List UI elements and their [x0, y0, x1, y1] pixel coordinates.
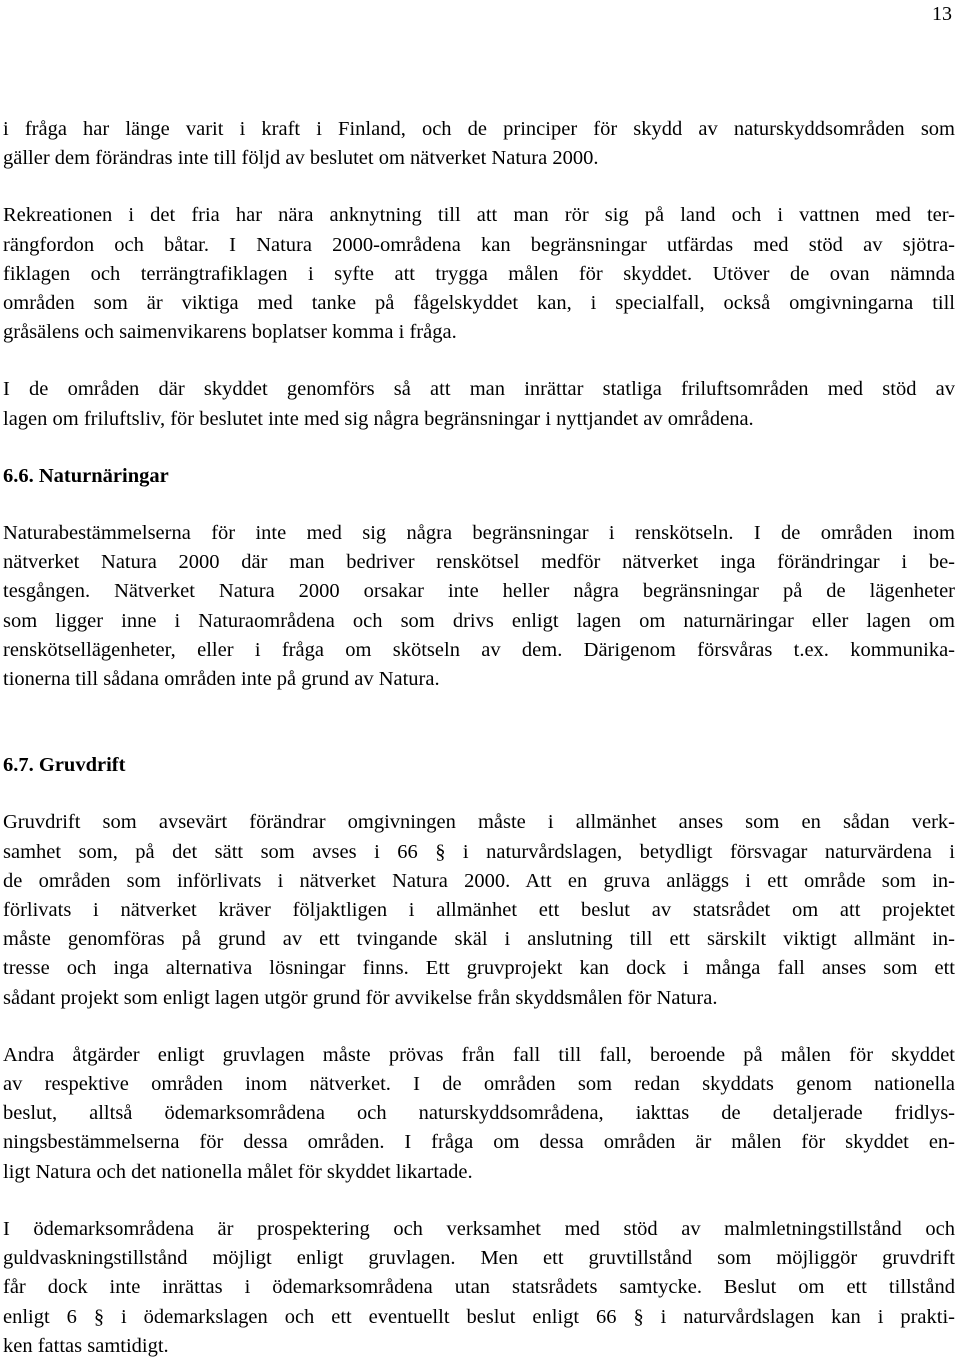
text-line: Naturabestämmelserna för inte med sig några begränsningar i renskötseln. I de områden inom: [3, 522, 955, 545]
text-line: fiklagen och terrängtrafiklagen i syfte att trygga målen för skyddet. Utöver de ovan nämnda: [3, 262, 955, 285]
text-line: I ödemarksområdena är prospektering och verksamhet med stöd av malmletningstillstånd och: [3, 1217, 955, 1240]
text-line: gäller dem förändras inte till följd av beslutet om nätverket Natura 2000.: [3, 147, 599, 170]
section-heading: 6.6. Naturnäringar: [3, 464, 169, 487]
text-line: tresse och inga alternativa lösningar finns. Ett gruvprojekt kan dock i många fall anses som ett: [3, 957, 955, 980]
paragraph-gap: [3, 1013, 955, 1041]
text-line: guldvaskningstillstånd möjligt enligt gruvlagen. Men ett gruvtillstånd som möjliggör gruvdrift: [3, 1247, 955, 1270]
page-number: 13: [932, 3, 952, 25]
text-line: områden som är viktiga med tanke på fågelskyddet kan, i specialfall, också omgivningarna till: [3, 292, 955, 315]
text-line: Gruvdrift som avsevärt förändrar omgivningen måste i allmänhet anses som en sådan verk-: [3, 811, 955, 834]
text-line: rängfordon och båtar. I Natura 2000-områdena kan begränsningar utfärdas med stöd av sjötra-: [3, 233, 955, 256]
paragraph: [3, 1041, 955, 1187]
paragraph: [3, 201, 955, 347]
paragraph-gap: [3, 780, 955, 808]
text-line: tesgången. Nätverket Natura 2000 orsakar inte heller några begränsningar på de lägenheter: [3, 580, 955, 603]
text-line: beslut, alltså ödemarksområdena och naturskyddsområdena, iakttas de detaljerade fridlys-: [3, 1102, 955, 1125]
text-line: sådant projekt som enligt lagen utgör grund för avvikelse från skyddsmålen för Natura.: [3, 986, 718, 1009]
text-line: ningsbestämmelserna för dessa områden. I fråga om dessa områden är målen för skyddet en-: [3, 1131, 955, 1154]
section-heading: 6.7. Gruvdrift: [3, 754, 126, 777]
text-line: Rekreationen i det fria har nära anknytning till att man rör sig på land och i vattnen med ter-: [3, 204, 955, 227]
text-line: Andra åtgärder enligt gruvlagen måste prövas från fall till fall, beroende på målen för skyddet: [3, 1043, 955, 1066]
text-line: gråsälens och saimenvikarens boplatser komma i fråga.: [3, 321, 457, 344]
text-line: I de områden där skyddet genomförs så att man inrättar statliga friluftsområden med stöd av: [3, 378, 955, 401]
text-line: de områden som införlivats i nätverket Natura 2000. Att en gruva anläggs i ett område som in-: [3, 869, 955, 892]
document-body: [3, 115, 955, 1361]
text-line: får dock inte inrättas i ödemarksområdena utan statsrådets samtycke. Beslut om ett tillstånd: [3, 1276, 955, 1299]
paragraph: [3, 519, 955, 694]
text-line: som ligger inne i Naturaområdena och som drivs enligt lagen om naturnäringar eller lagen om: [3, 609, 955, 632]
paragraph: [3, 375, 955, 433]
text-line: tionerna till sådana områden inte på grund av Natura.: [3, 668, 440, 691]
paragraph-gap: [3, 347, 955, 375]
text-line: av respektive områden inom nätverket. I de områden som redan skyddats genom nationella: [3, 1073, 955, 1096]
text-line: renskötsellägenheter, eller i fråga om skötseln av dem. Därigenom försvåras t.ex. kommunika-: [3, 638, 955, 661]
paragraph: [3, 115, 955, 173]
text-line: enligt 6 § i ödemarkslagen och ett eventuellt beslut enligt 66 § i naturvårdslagen kan i prakti-: [3, 1305, 955, 1328]
text-line: nätverket Natura 2000 där man bedriver renskötsel medför nätverket inga förändringar i be-: [3, 551, 955, 574]
text-line: i fråga har länge varit i kraft i Finland, och de principer för skydd av naturskyddsområden som: [3, 118, 955, 140]
text-line: måste genomföras på grund av ett tvingande skäl i anslutning till ett särskilt viktigt allmänt in-: [3, 928, 955, 951]
paragraph-gap: [3, 694, 955, 751]
paragraph-gap: [3, 173, 955, 201]
paragraph-gap: [3, 491, 955, 519]
text-line: ligt Natura och det nationella målet för skyddet likartade.: [3, 1160, 473, 1183]
paragraph-gap: [3, 1187, 955, 1215]
text-line: samhet som, på det sätt som avses i 66 § i naturvårdslagen, betydligt försvagar naturvärdena i: [3, 840, 955, 863]
paragraph: [3, 1215, 955, 1361]
text-line: lagen om friluftsliv, för beslutet inte med sig några begränsningar i nyttjandet av områdena.: [3, 407, 754, 430]
paragraph-gap: [3, 434, 955, 462]
paragraph: [3, 808, 955, 1012]
text-line: förlivats i nätverket kräver följaktligen i allmänhet ett beslut av statsrådet om att projektet: [3, 899, 955, 922]
text-line: ken fattas samtidigt.: [3, 1334, 169, 1357]
